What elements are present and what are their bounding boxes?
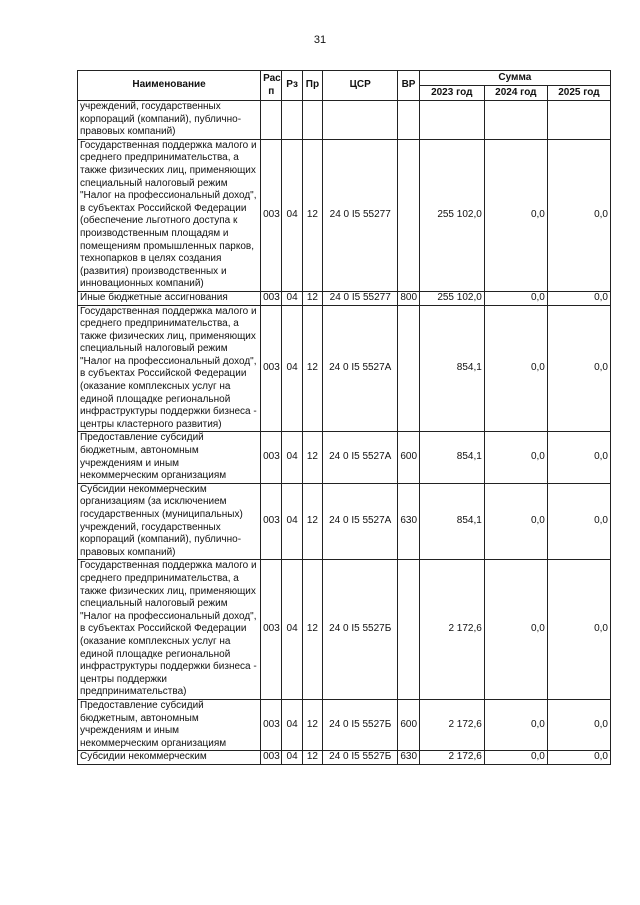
cell-name: Государственная поддержка малого и среднего предпринимательства, а также физических лиц, применяющих специальный налоговый режим "Налог на профессиональный доход", в субъектах Российской Федерации (оказание комплексных услуг на единой площадке региональной инфраструктуры поддержки бизнеса - центры поддержки предпринимательства) xyxy=(78,560,261,700)
cell-csr: 24 0 I5 5527Б xyxy=(323,751,398,765)
table-row xyxy=(78,483,611,560)
cell-pr xyxy=(302,101,322,140)
table-row xyxy=(78,291,611,305)
header-pr: Пр xyxy=(302,71,322,101)
cell-vr: 630 xyxy=(398,483,419,560)
cell-csr: 24 0 I5 55277 xyxy=(323,139,398,291)
table-row xyxy=(78,139,611,291)
cell-sum-2023: 854,1 xyxy=(419,432,484,483)
table-row xyxy=(78,305,611,432)
cell-sum-2024 xyxy=(484,101,547,140)
cell-sum-2023: 255 102,0 xyxy=(419,139,484,291)
cell-sum-2023: 2 172,6 xyxy=(419,699,484,750)
cell-csr: 24 0 I5 5527А xyxy=(323,483,398,560)
cell-pr: 12 xyxy=(302,305,322,432)
table-row xyxy=(78,560,611,700)
header-year-2024: 2024 год xyxy=(484,86,547,101)
cell-rasp xyxy=(261,101,282,140)
cell-vr xyxy=(398,305,419,432)
cell-name: Субсидии некоммерческим xyxy=(78,751,261,765)
table-row xyxy=(78,751,611,765)
table-body xyxy=(78,101,611,765)
cell-csr: 24 0 I5 5527А xyxy=(323,432,398,483)
cell-rz: 04 xyxy=(282,483,302,560)
header-sum: Сумма xyxy=(419,71,610,86)
table-row xyxy=(78,432,611,483)
cell-sum-2024: 0,0 xyxy=(484,305,547,432)
cell-csr: 24 0 I5 55277 xyxy=(323,291,398,305)
cell-sum-2024: 0,0 xyxy=(484,751,547,765)
cell-rz: 04 xyxy=(282,560,302,700)
cell-sum-2023: 2 172,6 xyxy=(419,751,484,765)
cell-name: Предоставление субсидий бюджетным, автономным учреждениям и иным некоммерческим организациям xyxy=(78,432,261,483)
cell-sum-2025: 0,0 xyxy=(547,751,610,765)
budget-table xyxy=(77,70,611,765)
cell-sum-2023: 2 172,6 xyxy=(419,560,484,700)
table-header xyxy=(78,71,611,101)
cell-rz: 04 xyxy=(282,432,302,483)
header-year-2025: 2025 год xyxy=(547,86,610,101)
cell-pr: 12 xyxy=(302,291,322,305)
cell-pr: 12 xyxy=(302,432,322,483)
cell-sum-2025: 0,0 xyxy=(547,483,610,560)
cell-sum-2024: 0,0 xyxy=(484,560,547,700)
cell-rasp: 003 xyxy=(261,483,282,560)
cell-csr: 24 0 I5 5527А xyxy=(323,305,398,432)
cell-sum-2025: 0,0 xyxy=(547,432,610,483)
table-row xyxy=(78,699,611,750)
cell-sum-2025: 0,0 xyxy=(547,560,610,700)
header-csr: ЦСР xyxy=(323,71,398,101)
cell-vr: 600 xyxy=(398,699,419,750)
cell-pr: 12 xyxy=(302,139,322,291)
cell-vr: 630 xyxy=(398,751,419,765)
cell-rz: 04 xyxy=(282,305,302,432)
header-year-2023: 2023 год xyxy=(419,86,484,101)
cell-sum-2025: 0,0 xyxy=(547,305,610,432)
cell-pr: 12 xyxy=(302,699,322,750)
cell-rz: 04 xyxy=(282,751,302,765)
cell-name: Иные бюджетные ассигнования xyxy=(78,291,261,305)
table-row xyxy=(78,101,611,140)
header-vr: ВР xyxy=(398,71,419,101)
cell-sum-2023: 854,1 xyxy=(419,305,484,432)
cell-name: Предоставление субсидий бюджетным, автономным учреждениям и иным некоммерческим организациям xyxy=(78,699,261,750)
cell-rasp: 003 xyxy=(261,751,282,765)
cell-sum-2025: 0,0 xyxy=(547,699,610,750)
cell-vr xyxy=(398,139,419,291)
cell-sum-2023 xyxy=(419,101,484,140)
cell-vr: 800 xyxy=(398,291,419,305)
cell-sum-2024: 0,0 xyxy=(484,699,547,750)
cell-rasp: 003 xyxy=(261,432,282,483)
cell-sum-2024: 0,0 xyxy=(484,432,547,483)
cell-sum-2024: 0,0 xyxy=(484,139,547,291)
cell-rz: 04 xyxy=(282,139,302,291)
cell-pr: 12 xyxy=(302,560,322,700)
cell-name: Государственная поддержка малого и среднего предпринимательства, а также физических лиц, применяющих специальный налоговый режим "Налог на профессиональный доход", в субъектах Российской Федерации (оказание комплексных услуг на единой площадке региональной инфраструктуры поддержки бизнеса - центры кластерного развития) xyxy=(78,305,261,432)
cell-rz: 04 xyxy=(282,291,302,305)
cell-name: Государственная поддержка малого и среднего предпринимательства, а также физических лиц, применяющих специальный налоговый режим "Налог на профессиональный доход", в субъектах Российской Федерации (обеспечение льготного доступа к производственным площадям и помещениям промышленных парков, технопарков в целях создания (развития) производственных и инновационных компаний) xyxy=(78,139,261,291)
header-name: Наименование xyxy=(78,71,261,101)
cell-name: учреждений, государственных корпораций (компаний), публично-правовых компаний) xyxy=(78,101,261,140)
cell-pr: 12 xyxy=(302,751,322,765)
cell-vr: 600 xyxy=(398,432,419,483)
cell-rasp: 003 xyxy=(261,699,282,750)
cell-sum-2024: 0,0 xyxy=(484,483,547,560)
cell-sum-2025: 0,0 xyxy=(547,139,610,291)
cell-pr: 12 xyxy=(302,483,322,560)
cell-sum-2025 xyxy=(547,101,610,140)
cell-sum-2024: 0,0 xyxy=(484,291,547,305)
cell-sum-2025: 0,0 xyxy=(547,291,610,305)
cell-vr xyxy=(398,560,419,700)
header-rasp: Рас п xyxy=(261,71,282,101)
cell-rz: 04 xyxy=(282,699,302,750)
cell-rz xyxy=(282,101,302,140)
cell-rasp: 003 xyxy=(261,305,282,432)
cell-csr: 24 0 I5 5527Б xyxy=(323,560,398,700)
cell-sum-2023: 854,1 xyxy=(419,483,484,560)
cell-rasp: 003 xyxy=(261,560,282,700)
cell-name: Субсидии некоммерческим организациям (за исключением государственных (муниципальных) учреждений, государственных корпораций (компаний), публично-правовых компаний) xyxy=(78,483,261,560)
cell-csr: 24 0 I5 5527Б xyxy=(323,699,398,750)
cell-csr xyxy=(323,101,398,140)
cell-sum-2023: 255 102,0 xyxy=(419,291,484,305)
cell-rasp: 003 xyxy=(261,139,282,291)
page-number: 31 xyxy=(313,34,327,46)
cell-vr xyxy=(398,101,419,140)
header-rz: Рз xyxy=(282,71,302,101)
cell-rasp: 003 xyxy=(261,291,282,305)
